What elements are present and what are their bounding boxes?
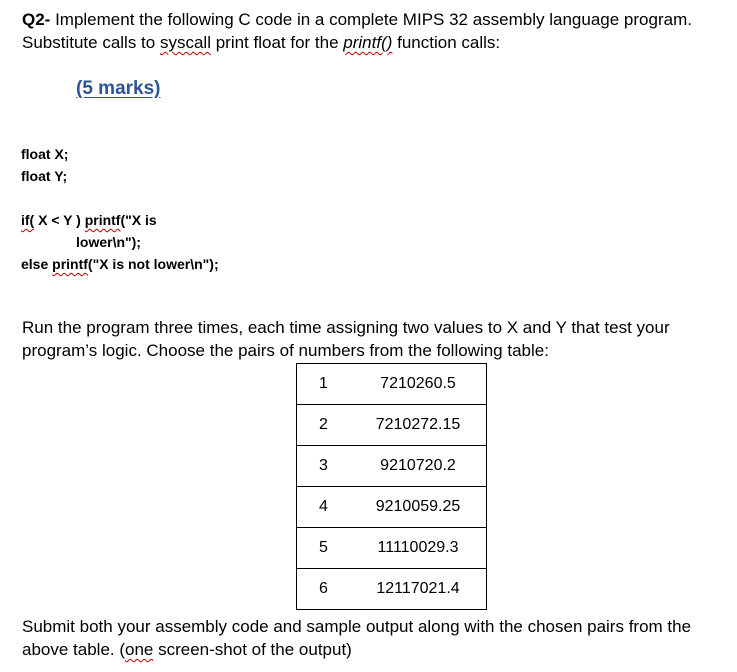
run-instructions xyxy=(22,316,670,362)
question-line-2-mid: print float for the xyxy=(210,33,344,52)
marks-label: (5 marks) xyxy=(76,78,161,99)
table-cell-index: 6 xyxy=(297,569,351,610)
table-row xyxy=(297,405,487,446)
table-row xyxy=(297,569,487,610)
table-cell-index: 1 xyxy=(297,364,351,405)
if-string-part-1: ("X is xyxy=(120,212,157,228)
question-line-1-text: Implement the following C code in a complete MIPS 32 assembly language program. xyxy=(50,10,692,29)
table-row xyxy=(297,528,487,569)
question-line-1 xyxy=(22,8,692,31)
question-line-2-post: function calls: xyxy=(392,33,501,52)
else-printf: printf xyxy=(52,256,88,272)
code-if-statement xyxy=(21,209,219,275)
question-heading xyxy=(22,8,692,54)
submit-instructions xyxy=(22,615,691,661)
submit-line-1: Submit both your assembly code and sample output along with the chosen pairs from the xyxy=(22,617,692,636)
table-cell-index: 2 xyxy=(297,405,351,446)
if-keyword: if( xyxy=(21,212,35,228)
table-cell-value: 7210272.15 xyxy=(350,405,487,446)
table-row xyxy=(297,487,487,528)
else-keyword: else xyxy=(21,256,53,272)
question-line-2 xyxy=(22,31,692,54)
question-number: Q2- xyxy=(22,10,51,29)
decl-x: float X; xyxy=(21,146,69,162)
decl-y: float Y; xyxy=(21,168,68,184)
table-cell-index: 5 xyxy=(297,528,351,569)
submit-line-2-pre: above table. ( xyxy=(22,640,126,659)
else-string: ("X is not lower\n"); xyxy=(87,256,219,272)
run-line-1: Run the program three times, each time assigning two values to X and Y that test your xyxy=(22,318,670,337)
table-cell-value: 11110029.3 xyxy=(350,528,487,569)
table-cell-value: 9210059.25 xyxy=(350,487,487,528)
table-cell-index: 4 xyxy=(297,487,351,528)
syscall-word: syscall xyxy=(159,33,211,52)
code-declarations xyxy=(21,143,68,187)
one-word: one xyxy=(125,640,154,659)
table-cell-value: 9210720.2 xyxy=(350,446,487,487)
table-cell-value: 7210260.5 xyxy=(350,364,487,405)
table-cell-value: 12117021.4 xyxy=(350,569,487,610)
submit-line-2-post: screen-shot of the output) xyxy=(153,640,352,659)
question-line-2-pre: Substitute calls to xyxy=(22,33,160,52)
if-printf: printf xyxy=(84,212,121,228)
else-line xyxy=(21,253,219,275)
if-line xyxy=(21,209,219,231)
printf-word: printf() xyxy=(343,33,393,52)
run-line-2: program’s logic. Choose the pairs of numbers from the following table: xyxy=(22,341,549,360)
if-string-part-2: lower\n"); xyxy=(76,234,141,250)
submit-line-2 xyxy=(22,638,691,661)
if-condition: X < Y ) xyxy=(34,212,85,228)
table-row xyxy=(297,446,487,487)
table-cell-index: 3 xyxy=(297,446,351,487)
table-row xyxy=(297,364,487,405)
number-pairs-table xyxy=(296,363,487,610)
